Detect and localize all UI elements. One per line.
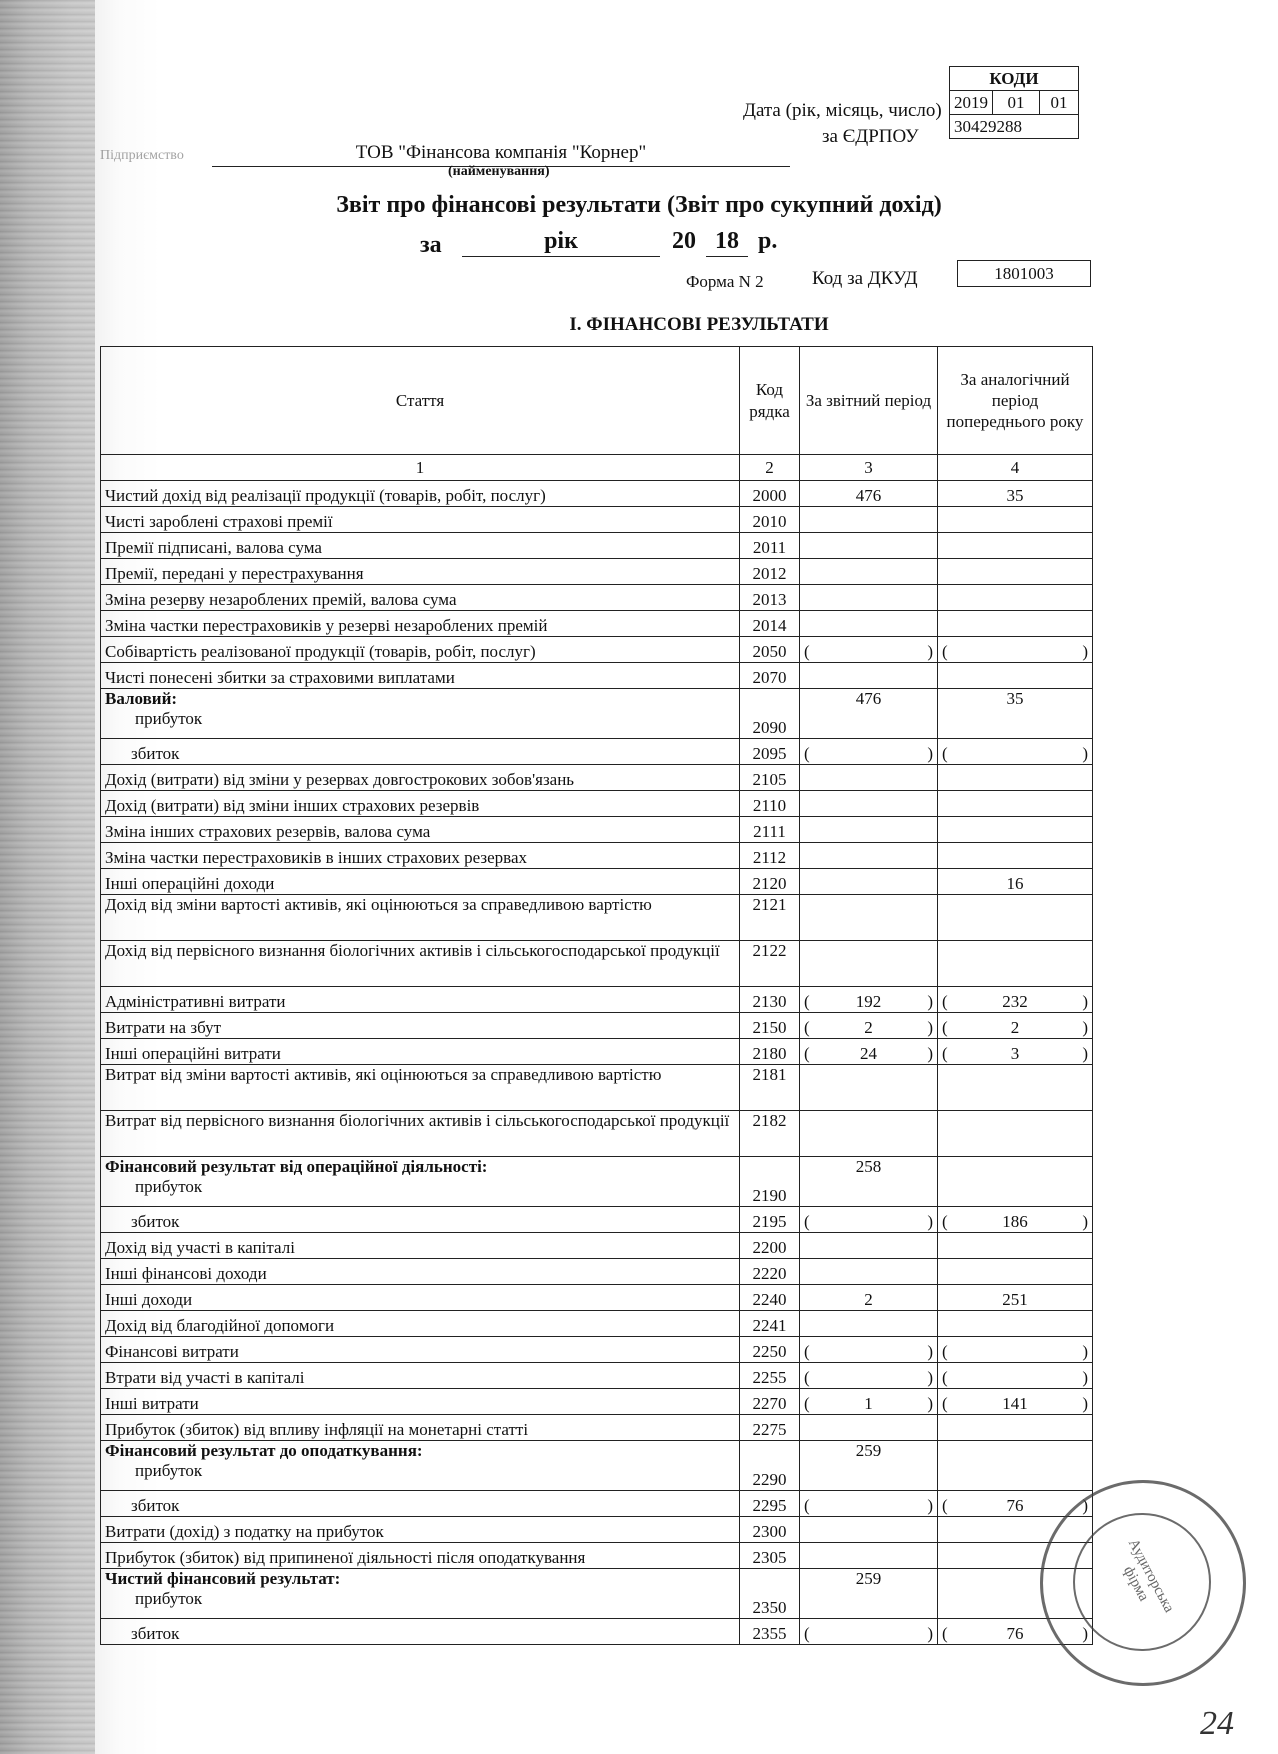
table-row: [101, 585, 1093, 611]
row-current-value: [800, 611, 938, 637]
row-previous-value: [938, 1111, 1093, 1157]
row-code: 2241: [740, 1311, 800, 1337]
bracket-open: (: [804, 1018, 810, 1037]
bracketed-value: 3: [1010, 1044, 1020, 1063]
bracket-open: (: [804, 1394, 810, 1413]
row-code: 2120: [740, 869, 800, 895]
table-row: [101, 559, 1093, 585]
row-previous-value: 251: [938, 1285, 1093, 1311]
table-row: [101, 1259, 1093, 1285]
row-current-value: 258: [800, 1157, 938, 1207]
header-previous: За аналогічний період попереднього року: [938, 347, 1093, 455]
bracketed-value: [810, 1342, 928, 1362]
bracket-close: ): [927, 1394, 933, 1413]
row-previous-value: 35: [938, 481, 1093, 507]
row-label: Витрати на збут: [101, 1013, 740, 1039]
row-previous-value: [938, 1013, 1093, 1039]
bracketed-value: [810, 744, 928, 764]
table-row: [101, 1441, 1093, 1491]
company-name: ТОВ "Фінансова компанія "Корнер": [212, 142, 790, 167]
row-label: Витрати (дохід) з податку на прибуток: [101, 1517, 740, 1543]
row-label: [101, 1157, 740, 1207]
row-label: збиток: [101, 1207, 740, 1233]
table-row: [101, 791, 1093, 817]
row-current-value: [800, 663, 938, 689]
row-label: Премії підписані, валова сума: [101, 533, 740, 559]
row-code: 2121: [740, 895, 800, 941]
row-label: Інші фінансові доходи: [101, 1259, 740, 1285]
table-row: [101, 1311, 1093, 1337]
header-num-1: 1: [101, 455, 740, 481]
row-label: Зміна інших страхових резервів, валова сума: [101, 817, 740, 843]
row-previous-value: [938, 1065, 1093, 1111]
bracketed-value: [810, 1368, 928, 1388]
report-year-suffix: 18: [706, 228, 748, 257]
bracketed-value: [810, 642, 928, 662]
row-previous-value: [938, 817, 1093, 843]
table-row: [101, 1569, 1093, 1619]
row-label: Дохід (витрати) від зміни інших страхових резервів: [101, 791, 740, 817]
row-previous-value: [938, 1039, 1093, 1065]
row-code: 2110: [740, 791, 800, 817]
row-label: Інші витрати: [101, 1389, 740, 1415]
bracket-open: (: [942, 1342, 948, 1361]
report-year-prefix: 20: [672, 228, 696, 254]
report-year-r: р.: [758, 228, 778, 254]
row-label: Інші операційні доходи: [101, 869, 740, 895]
table-row: [101, 987, 1093, 1013]
table-row: [101, 1039, 1093, 1065]
row-previous-value: [938, 1157, 1093, 1207]
row-label: Витрат від зміни вартості активів, які оцінюються за справедливою вартістю: [101, 1065, 740, 1111]
bracket-open: (: [804, 744, 810, 763]
financial-results-table: [100, 346, 1093, 1645]
row-code: 2305: [740, 1543, 800, 1569]
row-label: Інші доходи: [101, 1285, 740, 1311]
bracketed-value: 141: [1002, 1394, 1028, 1413]
row-current-value: [800, 1039, 938, 1065]
section-title: I. ФІНАНСОВІ РЕЗУЛЬТАТИ: [569, 314, 829, 335]
row-label: Чисті понесені збитки за страховими виплатами: [101, 663, 740, 689]
row-current-value: [800, 559, 938, 585]
row-code: 2350: [740, 1569, 800, 1619]
row-code: 2200: [740, 1233, 800, 1259]
row-current-value: [800, 1013, 938, 1039]
codes-box: [949, 66, 1079, 139]
bracket-open: (: [804, 1044, 810, 1063]
row-code: 2010: [740, 507, 800, 533]
row-current-value: 259: [800, 1569, 938, 1619]
row-previous-value: [938, 559, 1093, 585]
table-row: [101, 1337, 1093, 1363]
row-code: 2150: [740, 1013, 800, 1039]
bracket-close: ): [1082, 992, 1088, 1011]
row-current-value: 259: [800, 1441, 938, 1491]
table-row: [101, 689, 1093, 739]
row-code: 2240: [740, 1285, 800, 1311]
codes-header: КОДИ: [950, 67, 1079, 91]
row-code: 2190: [740, 1157, 800, 1207]
row-code: 2050: [740, 637, 800, 663]
table-row: [101, 739, 1093, 765]
bracket-open: (: [942, 1394, 948, 1413]
row-current-value: [800, 817, 938, 843]
table-row: [101, 637, 1093, 663]
row-current-value: [800, 941, 938, 987]
header-current: За звітний період: [800, 347, 938, 455]
row-code: 2290: [740, 1441, 800, 1491]
round-stamp: [1040, 1480, 1246, 1686]
bracket-close: ): [1082, 1624, 1088, 1643]
row-current-value: [800, 507, 938, 533]
bracket-open: (: [942, 1018, 948, 1037]
bracket-open: (: [942, 1212, 948, 1231]
bracket-close: ): [1082, 1342, 1088, 1361]
row-code: 2270: [740, 1389, 800, 1415]
row-label: Витрат від первісного визнання біологічних активів і сільськогосподарської продукції: [101, 1111, 740, 1157]
row-code: 2105: [740, 765, 800, 791]
bracket-close: ): [927, 992, 933, 1011]
header-article: Стаття: [101, 347, 740, 455]
table-row: [101, 611, 1093, 637]
stamp-text: Аудиторська фірма: [1120, 1536, 1177, 1616]
table-row: [101, 1619, 1093, 1645]
row-current-value: [800, 869, 938, 895]
bracket-close: ): [927, 1212, 933, 1231]
company-left-label: Підприємство: [100, 148, 184, 163]
row-label: збиток: [101, 739, 740, 765]
company-caption: (найменування): [448, 164, 550, 179]
row-previous-value: 35: [938, 689, 1093, 739]
bracket-close: ): [1082, 1018, 1088, 1037]
table-body: [101, 481, 1093, 1645]
bracketed-value: 1: [864, 1394, 873, 1413]
row-code: 2182: [740, 1111, 800, 1157]
row-previous-value: [938, 941, 1093, 987]
bracketed-value: [810, 1212, 928, 1232]
table-row: [101, 869, 1093, 895]
row-previous-value: [938, 1259, 1093, 1285]
date-month: 01: [993, 91, 1040, 115]
bracket-close: ): [927, 1368, 933, 1387]
bracket-open: (: [804, 992, 810, 1011]
row-label: Дохід від первісного визнання біологічних активів і сільськогосподарської продукції: [101, 941, 740, 987]
row-code: 2220: [740, 1259, 800, 1285]
row-previous-value: [938, 1415, 1093, 1441]
row-current-value: [800, 1619, 938, 1645]
row-previous-value: [938, 987, 1093, 1013]
row-previous-value: [938, 1311, 1093, 1337]
table-row: [101, 843, 1093, 869]
date-year: 2019: [950, 91, 993, 115]
row-label: Фінансові витрати: [101, 1337, 740, 1363]
row-current-value: [800, 1259, 938, 1285]
bracket-open: (: [942, 1368, 948, 1387]
row-current-value: [800, 1337, 938, 1363]
row-current-value: [800, 533, 938, 559]
row-label-sub: прибуток: [135, 1589, 203, 1608]
row-previous-value: [938, 1363, 1093, 1389]
row-code: 2012: [740, 559, 800, 585]
row-code: 2181: [740, 1065, 800, 1111]
bracketed-value: 232: [1002, 992, 1028, 1011]
table-row: [101, 533, 1093, 559]
report-za: за: [420, 232, 442, 258]
row-current-value: [800, 1363, 938, 1389]
table-row: [101, 663, 1093, 689]
header-num-3: 3: [800, 455, 938, 481]
bracket-open: (: [942, 744, 948, 763]
row-previous-value: [938, 611, 1093, 637]
bracket-close: ): [1082, 1212, 1088, 1231]
row-label: Зміна частки перестраховиків в інших страхових резервах: [101, 843, 740, 869]
bracket-open: (: [942, 642, 948, 661]
table-row: [101, 1065, 1093, 1111]
table-row: [101, 507, 1093, 533]
bracket-open: (: [804, 1342, 810, 1361]
table-row: [101, 1389, 1093, 1415]
row-code: 2130: [740, 987, 800, 1013]
row-previous-value: [938, 1207, 1093, 1233]
bracket-close: ): [927, 1496, 933, 1515]
bracket-open: (: [942, 1496, 948, 1515]
date-label: Дата (рік, місяць, число): [743, 100, 942, 121]
bracketed-value: 2: [1010, 1018, 1020, 1037]
report-title: Звіт про фінансові результати (Звіт про сукупний дохід): [336, 192, 942, 218]
row-label: [101, 1569, 740, 1619]
row-code: 2070: [740, 663, 800, 689]
bracket-open: (: [804, 1368, 810, 1387]
header-num-2: 2: [740, 455, 800, 481]
row-current-value: 476: [800, 689, 938, 739]
table-row: [101, 765, 1093, 791]
row-current-value: [800, 1389, 938, 1415]
row-code: 2011: [740, 533, 800, 559]
row-previous-value: [938, 1441, 1093, 1491]
table-row: [101, 1491, 1093, 1517]
row-previous-value: [938, 533, 1093, 559]
row-label: Прибуток (збиток) від впливу інфляції на монетарні статті: [101, 1415, 740, 1441]
bracket-close: ): [927, 1018, 933, 1037]
date-day: 01: [1040, 91, 1079, 115]
row-previous-value: [938, 1233, 1093, 1259]
row-label-main: Фінансовий результат від операційної діяльності:: [105, 1157, 488, 1176]
bracketed-value: [810, 1496, 928, 1516]
row-label: Інші операційні витрати: [101, 1039, 740, 1065]
bracket-close: ): [927, 642, 933, 661]
table-row: [101, 1543, 1093, 1569]
row-current-value: [800, 1111, 938, 1157]
row-previous-value: [938, 637, 1093, 663]
row-current-value: [800, 585, 938, 611]
row-current-value: [800, 843, 938, 869]
bracket-close: ): [927, 1342, 933, 1361]
row-code: 2355: [740, 1619, 800, 1645]
row-current-value: [800, 1517, 938, 1543]
table-row: [101, 1233, 1093, 1259]
row-code: 2095: [740, 739, 800, 765]
table-row: [101, 481, 1093, 507]
row-code: 2013: [740, 585, 800, 611]
table-row: [101, 1157, 1093, 1207]
table-row: [101, 1415, 1093, 1441]
page-number: 24: [1200, 1705, 1234, 1742]
bracketed-value: [810, 1624, 928, 1644]
row-label-sub: прибуток: [135, 709, 203, 728]
row-label: Зміна частки перестраховиків у резерві незароблених премій: [101, 611, 740, 637]
table-row: [101, 941, 1093, 987]
row-previous-value: [938, 739, 1093, 765]
header-num-4: 4: [938, 455, 1093, 481]
row-label-sub: прибуток: [135, 1461, 203, 1480]
row-code: 2300: [740, 1517, 800, 1543]
row-current-value: [800, 637, 938, 663]
bracket-open: (: [942, 1624, 948, 1643]
scan-edge-shadow: [0, 0, 95, 1754]
form-number: Форма N 2: [686, 272, 764, 291]
bracketed-value: [948, 1368, 1083, 1388]
table-row: [101, 1111, 1093, 1157]
bracket-close: ): [1082, 1496, 1088, 1515]
row-label: Чисті зароблені страхові премії: [101, 507, 740, 533]
bracket-open: (: [942, 992, 948, 1011]
row-code: 2180: [740, 1039, 800, 1065]
table-row: [101, 1285, 1093, 1311]
bracketed-value: 2: [864, 1018, 873, 1037]
row-label: Премії, передані у перестрахування: [101, 559, 740, 585]
bracket-close: ): [927, 1044, 933, 1063]
bracket-open: (: [942, 1044, 948, 1063]
row-label: Собівартість реалізованої продукції (товарів, робіт, послуг): [101, 637, 740, 663]
bracketed-value: 76: [1006, 1624, 1024, 1643]
row-current-value: 476: [800, 481, 938, 507]
table-row: [101, 1363, 1093, 1389]
row-current-value: [800, 1065, 938, 1111]
row-code: 2255: [740, 1363, 800, 1389]
bracketed-value: [948, 744, 1083, 764]
row-label: Адміністративні витрати: [101, 987, 740, 1013]
row-code: 2111: [740, 817, 800, 843]
bracket-close: ): [1082, 1044, 1088, 1063]
row-label: Дохід від участі в капіталі: [101, 1233, 740, 1259]
row-current-value: [800, 1311, 938, 1337]
row-current-value: [800, 987, 938, 1013]
row-previous-value: [938, 895, 1093, 941]
row-label-main: Фінансовий результат до оподаткування:: [105, 1441, 423, 1460]
edrpou-code: 30429288: [950, 115, 1079, 139]
bracket-open: (: [804, 1624, 810, 1643]
edrpou-label: за ЄДРПОУ: [822, 126, 919, 147]
row-current-value: 2: [800, 1285, 938, 1311]
table-row: [101, 1207, 1093, 1233]
row-current-value: [800, 791, 938, 817]
header-code: Код рядка: [740, 347, 800, 455]
table-row: [101, 1517, 1093, 1543]
bracket-close: ): [1082, 642, 1088, 661]
bracketed-value: 186: [1002, 1212, 1028, 1231]
bracketed-value: 76: [1006, 1496, 1024, 1515]
row-previous-value: [938, 843, 1093, 869]
row-label: Прибуток (збиток) від припиненої діяльності після оподаткування: [101, 1543, 740, 1569]
bracket-close: ): [927, 1624, 933, 1643]
row-label: [101, 1441, 740, 1491]
row-current-value: [800, 765, 938, 791]
table-row: [101, 1013, 1093, 1039]
row-current-value: [800, 739, 938, 765]
row-previous-value: [938, 791, 1093, 817]
row-label: збиток: [101, 1491, 740, 1517]
row-previous-value: [938, 765, 1093, 791]
row-label: Зміна резерву незароблених премій, валова сума: [101, 585, 740, 611]
row-code: 2014: [740, 611, 800, 637]
row-previous-value: [938, 1389, 1093, 1415]
row-previous-value: [938, 1337, 1093, 1363]
report-period: рік: [462, 228, 660, 257]
row-current-value: [800, 1415, 938, 1441]
row-previous-value: [938, 585, 1093, 611]
row-current-value: [800, 1207, 938, 1233]
row-current-value: [800, 895, 938, 941]
row-label: Чистий дохід від реалізації продукції (товарів, робіт, послуг): [101, 481, 740, 507]
bracket-open: (: [804, 1496, 810, 1515]
row-code: 2090: [740, 689, 800, 739]
row-label: Дохід (витрати) від зміни у резервах довгострокових зобов'язань: [101, 765, 740, 791]
row-code: 2250: [740, 1337, 800, 1363]
row-label-main: Валовий:: [105, 689, 178, 708]
bracket-open: (: [804, 642, 810, 661]
row-label: Дохід від зміни вартості активів, які оцінюються за справедливою вартістю: [101, 895, 740, 941]
row-label: Втрати від участі в капіталі: [101, 1363, 740, 1389]
row-current-value: [800, 1233, 938, 1259]
row-code: 2275: [740, 1415, 800, 1441]
bracketed-value: [948, 642, 1083, 662]
row-code: 2122: [740, 941, 800, 987]
row-code: 2295: [740, 1491, 800, 1517]
table-row: [101, 817, 1093, 843]
row-previous-value: [938, 663, 1093, 689]
dkud-label: Код за ДКУД: [812, 268, 918, 289]
row-label: збиток: [101, 1619, 740, 1645]
row-current-value: [800, 1543, 938, 1569]
row-current-value: [800, 1491, 938, 1517]
bracket-close: ): [1082, 1394, 1088, 1413]
row-code: 2195: [740, 1207, 800, 1233]
row-code: 2000: [740, 481, 800, 507]
table-row: [101, 895, 1093, 941]
row-label-sub: прибуток: [135, 1177, 203, 1196]
bracket-close: ): [927, 744, 933, 763]
row-label: Дохід від благодійної допомоги: [101, 1311, 740, 1337]
row-previous-value: [938, 507, 1093, 533]
dkud-code: 1801003: [957, 260, 1091, 287]
bracket-open: (: [804, 1212, 810, 1231]
row-label: [101, 689, 740, 739]
bracket-close: ): [1082, 1368, 1088, 1387]
row-previous-value: 16: [938, 869, 1093, 895]
bracketed-value: 24: [860, 1044, 877, 1063]
row-label-main: Чистий фінансовий результат:: [105, 1569, 341, 1588]
bracket-close: ): [1082, 744, 1088, 763]
bracketed-value: 192: [855, 992, 882, 1011]
bracketed-value: [948, 1342, 1083, 1362]
row-code: 2112: [740, 843, 800, 869]
